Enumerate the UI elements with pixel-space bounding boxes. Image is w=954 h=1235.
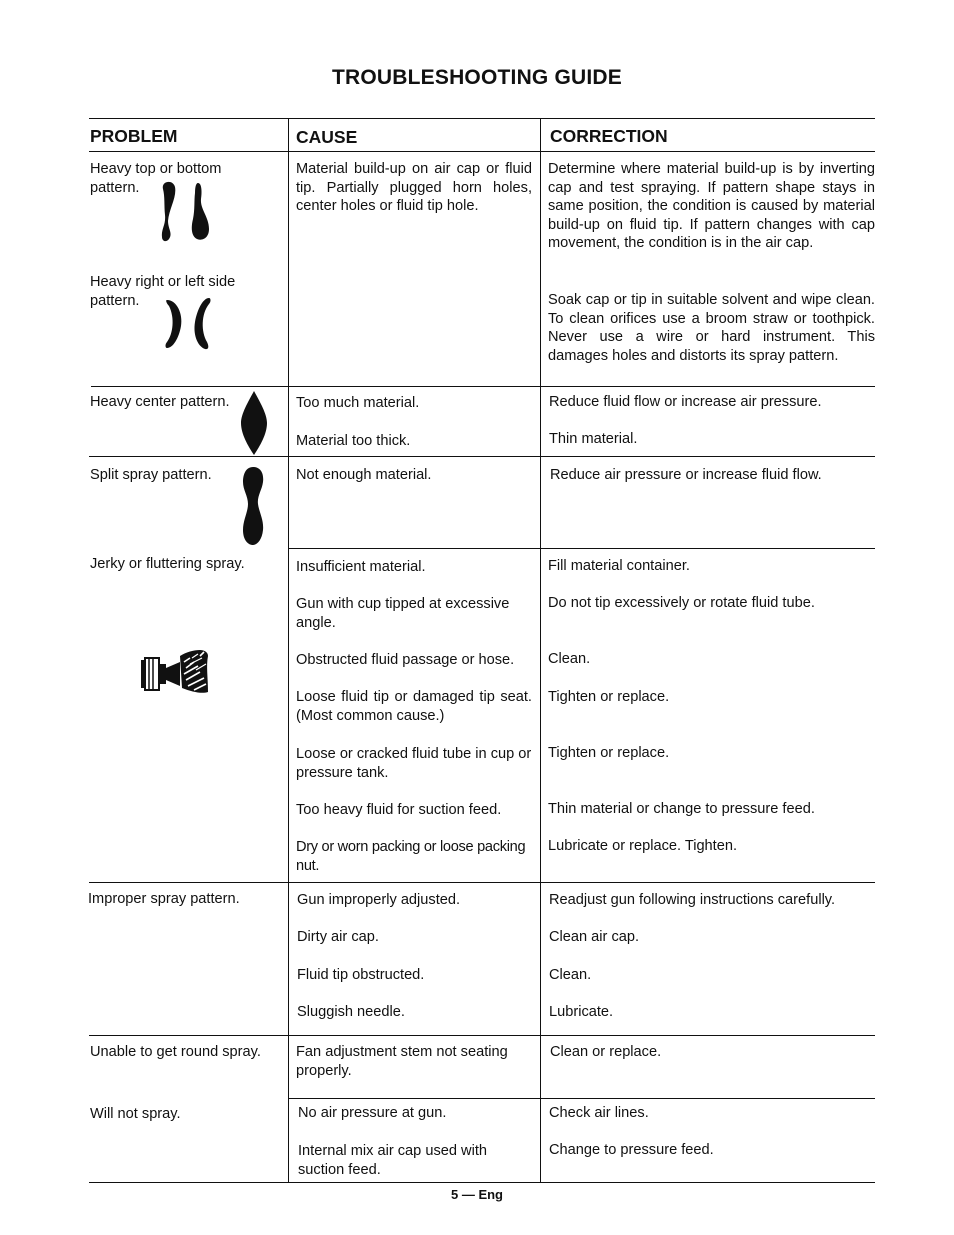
header-problem: PROBLEM	[90, 126, 178, 146]
cause-text: Fan adjustment stem not seating properly.	[296, 1044, 508, 1079]
row-rule	[89, 456, 875, 457]
header-correction: CORRECTION	[550, 126, 668, 146]
cause-text: Gun with cup tipped at excessive angle.	[296, 596, 510, 631]
correction-text: Change to pressure feed.	[549, 1142, 714, 1158]
table-bottom-rule	[89, 1182, 875, 1183]
row-rule	[288, 548, 875, 549]
problem-text: Will not spray.	[90, 1106, 181, 1122]
cause-text: Too much material.	[296, 395, 420, 411]
header-cause: CAUSE	[296, 127, 358, 147]
cause-text: Obstructed fluid passage or hose.	[296, 652, 515, 668]
problem-text: Unable to get round spray.	[90, 1044, 261, 1060]
correction-text: Reduce fluid flow or increase air pressure.	[549, 394, 822, 410]
cause-text: No air pressure at gun.	[298, 1105, 447, 1121]
column-divider	[540, 118, 541, 1183]
correction-text: Fill material container.	[548, 558, 690, 574]
cause-text: Not enough material.	[296, 467, 432, 483]
cause-text: Dry or worn packing or loose packing nut.	[296, 839, 526, 874]
correction-text: Clean.	[549, 967, 592, 983]
cause-text: Too heavy fluid for suction feed.	[296, 802, 502, 818]
row-rule	[91, 386, 875, 387]
table-top-rule	[89, 118, 875, 119]
correction-text: Soak cap or tip in suitable solvent and wipe clean. To clean orifices use a broom straw or toothpick. Never use a wire or hard instrument. This damages holes and distorts its spray pattern.	[548, 292, 875, 364]
problem-text: Heavy right or left side pattern.	[90, 274, 236, 309]
row-rule	[288, 1098, 875, 1099]
problem-text: Heavy top or bottom pattern.	[90, 161, 222, 196]
page-number: 5 — Eng	[450, 1187, 503, 1202]
correction-text: Check air lines.	[549, 1105, 649, 1121]
problem-text: Improper spray pattern.	[88, 891, 240, 907]
cause-text: Material build-up on air cap or fluid tip. Partially plugged horn holes, center holes or fluid tip hole.	[296, 161, 532, 215]
correction-text: Thin material.	[549, 431, 638, 447]
correction-text: Determine where material build-up is by inverting cap and test spraying. If pattern shape stays in same position, the condition is caused by material build-up on fluid tip. If pattern changes with cap movement, the condition is in the air cap.	[548, 161, 875, 252]
correction-text: Lubricate.	[549, 1004, 614, 1020]
problem-text: Jerky or fluttering spray.	[90, 556, 245, 572]
header-rule	[89, 151, 875, 152]
correction-text: Tighten or replace.	[548, 689, 670, 705]
problem-text: Heavy center pattern.	[90, 394, 230, 410]
cause-text: Gun improperly adjusted.	[297, 892, 461, 908]
row-rule	[89, 882, 875, 883]
cause-text: Dirty air cap.	[297, 929, 379, 945]
correction-text: Clean air cap.	[549, 929, 640, 945]
correction-text: Do not tip excessively or rotate fluid tube.	[548, 595, 815, 611]
correction-text: Reduce air pressure or increase fluid flow.	[550, 467, 822, 483]
correction-text: Tighten or replace.	[548, 745, 670, 761]
row-rule	[89, 1035, 875, 1036]
split-spray-pattern-icon	[241, 466, 265, 546]
cause-text: Loose fluid tip or damaged tip seat. (Most common cause.)	[296, 689, 532, 724]
cause-text: Material too thick.	[296, 433, 411, 449]
correction-text: Lubricate or replace. Tighten.	[548, 838, 738, 854]
cause-text: Fluid tip obstructed.	[297, 967, 425, 983]
heavy-center-pattern-icon	[240, 390, 268, 456]
problem-text: Split spray pattern.	[90, 467, 212, 483]
correction-text: Clean.	[548, 651, 591, 667]
cause-text: Internal mix air cap used with suction feed.	[298, 1143, 487, 1178]
correction-text: Readjust gun following instructions carefully.	[549, 892, 836, 908]
heavy-top-bottom-pattern-icon	[153, 181, 213, 243]
troubleshooting-table	[89, 118, 875, 1183]
correction-text: Thin material or change to pressure feed.	[548, 801, 815, 817]
cause-text: Sluggish needle.	[297, 1004, 405, 1020]
column-divider	[288, 118, 289, 1183]
correction-text: Clean or replace.	[550, 1044, 662, 1060]
cause-text: Loose or cracked fluid tube in cup or pressure tank.	[296, 746, 532, 781]
heavy-side-pattern-icon	[163, 296, 218, 351]
page-title: TROUBLESHOOTING GUIDE	[331, 66, 623, 89]
cause-text: Insufficient material.	[296, 559, 426, 575]
fluttering-spray-icon	[140, 648, 210, 696]
